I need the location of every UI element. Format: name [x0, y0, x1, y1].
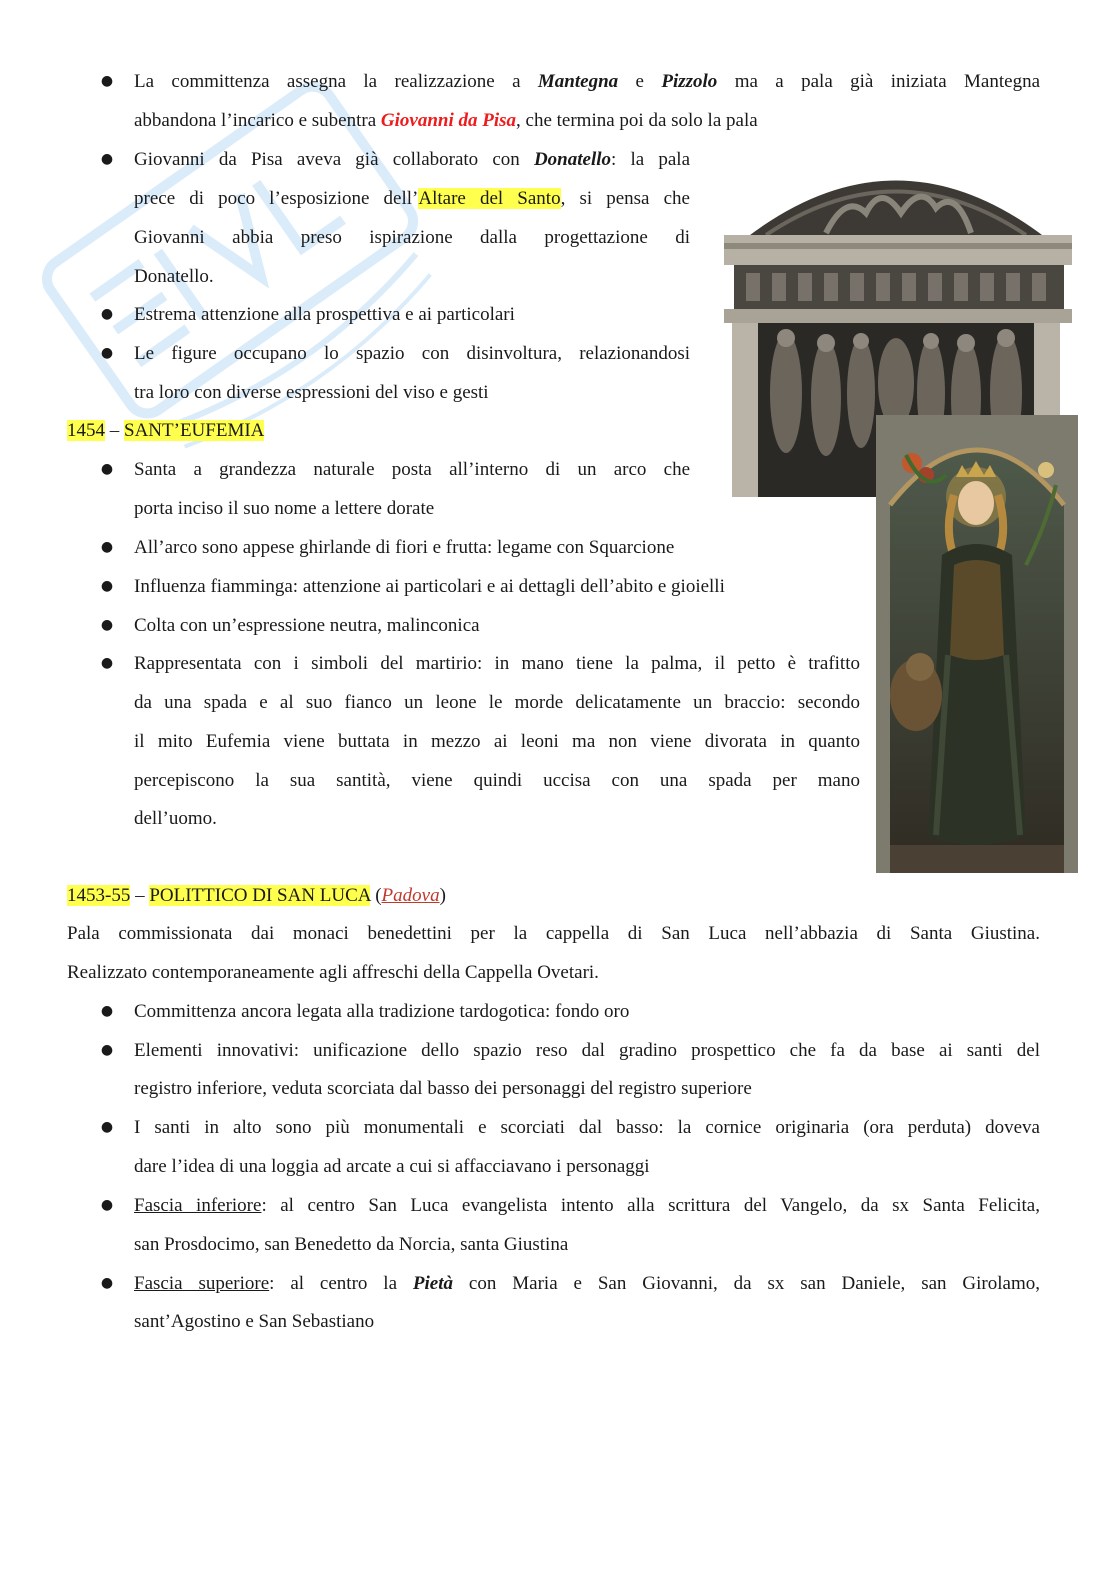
heading-title: POLITTICO DI SAN LUCA	[149, 885, 371, 906]
text-line: porta inciso il suo nome a lettere dorate	[134, 498, 435, 519]
text-span: La committenza assegna la realizzazione a	[134, 71, 538, 92]
name-mantegna: Mantegna	[537, 71, 619, 92]
text-span: , che termina poi da solo la pala	[516, 110, 758, 131]
name-giovanni-da-pisa: Giovanni da Pisa	[380, 110, 517, 131]
bullet-marker: ●	[100, 73, 114, 89]
text-line: Pala commissionata dai monaci benedettini per la cappella di San Luca nell’abbazia di Santa Giustina.	[67, 923, 1040, 944]
bullet-marker: ●	[100, 578, 114, 594]
heading-year: 1454	[67, 420, 105, 441]
text-span: abbandona l’incarico e subentra	[134, 110, 381, 131]
text-line	[134, 179, 690, 218]
text-line	[134, 62, 1040, 101]
text-line: tra loro con diverse espressioni del viso e gesti	[134, 382, 489, 403]
text-line: Santa a grandezza naturale posta all’interno di un arco che	[134, 459, 690, 480]
text-line: Influenza fiamminga: attenzione ai particolari e ai dettagli dell’abito e gioielli	[134, 576, 725, 597]
text-line: Realizzato contemporaneamente agli affreschi della Cappella Ovetari.	[67, 962, 599, 983]
heading-dash: –	[105, 420, 124, 441]
text-line: sant’Agostino e San Sebastiano	[134, 1311, 375, 1332]
text-line: il mito Eufemia viene buttata in mezzo ai leoni ma non viene divorata in quanto	[134, 731, 860, 752]
text-span: (	[370, 885, 382, 906]
text-line: Rappresentata con i simboli del martirio: in mano tiene la palma, il petto è trafitto	[134, 653, 860, 674]
text-span: ma a pala già iniziata Mantegna	[717, 71, 1041, 92]
bullet-marker: ●	[100, 306, 114, 322]
text-line: Giovanni abbia preso ispirazione dalla progettazione di	[134, 227, 690, 248]
text-line	[134, 101, 758, 140]
text-line	[134, 1186, 1040, 1225]
name-donatello: Donatello	[533, 149, 612, 170]
text-span: prece di poco l’esposizione dell’	[134, 188, 419, 209]
text-line: registro inferiore, veduta scorciata dal basso dei personaggi del registro superiore	[134, 1078, 752, 1099]
section-heading-eufemia	[67, 411, 264, 450]
bullet-marker: ●	[100, 1003, 114, 1019]
text-line: percepiscono la sua santità, viene quindi uccisa con una spada per mano	[134, 770, 860, 791]
bullet-marker: ●	[100, 345, 114, 361]
text-line: Donatello.	[134, 266, 214, 287]
term-pieta: Pietà	[412, 1273, 454, 1294]
heading-year: 1453-55	[67, 885, 131, 906]
text-line: All’arco sono appese ghirlande di fiori e frutta: legame con Squarcione	[134, 537, 675, 558]
text-line: san Prosdocimo, san Benedetto da Norcia, santa Giustina	[134, 1234, 569, 1255]
text-span: , si pensa che	[560, 188, 690, 209]
bullet-marker: ●	[100, 1197, 114, 1213]
name-pizzolo: Pizzolo	[661, 71, 718, 92]
text-span: e	[618, 71, 662, 92]
text-span: con Maria e San Giovanni, da sx san Daniele, san Girolamo,	[453, 1273, 1040, 1294]
text-line	[134, 140, 690, 179]
text-span: Giovanni da Pisa aveva già collaborato con	[134, 149, 534, 170]
bullet-marker: ●	[100, 539, 114, 555]
bullet-marker: ●	[100, 1119, 114, 1135]
text-line: I santi in alto sono più monumentali e scorciati dal basso: la cornice originaria (ora perduta) doveva	[134, 1117, 1040, 1138]
text-span: : al centro San Luca evangelista intento alla scrittura del Vangelo, da sx Santa Felicita,	[261, 1195, 1040, 1216]
text-line	[134, 1264, 1040, 1303]
text-line: Elementi innovativi: unificazione dello spazio reso dal gradino prospettico che fa da base ai santi del	[134, 1040, 1040, 1061]
highlight-altare-del-santo: Altare del Santo	[418, 188, 561, 209]
heading-title: SANT’EUFEMIA	[124, 420, 265, 441]
bullet-marker: ●	[100, 1275, 114, 1291]
bullet-marker: ●	[100, 1042, 114, 1058]
bullet-marker: ●	[100, 151, 114, 167]
heading-dash: –	[130, 885, 150, 906]
saint-eufemia-image	[876, 415, 1078, 873]
bullet-marker: ●	[100, 655, 114, 671]
text-line: da una spada e al suo fianco un leone le morde delicatamente un braccio: secondo	[134, 692, 860, 713]
text-span: : la pala	[611, 149, 690, 170]
text-span: : al centro la	[269, 1273, 413, 1294]
text-line: Colta con un’espressione neutra, malinconica	[134, 615, 480, 636]
bullet-marker: ●	[100, 461, 114, 477]
section-heading-san-luca	[67, 876, 446, 915]
place-link[interactable]: Padova	[381, 885, 440, 906]
label-fascia-inferiore: Fascia inferiore	[134, 1195, 262, 1216]
label-fascia-superiore: Fascia superiore	[134, 1273, 270, 1294]
text-span: )	[439, 885, 446, 906]
text-line: Committenza ancora legata alla tradizione tardogotica: fondo oro	[134, 1001, 630, 1022]
bullet-marker: ●	[100, 617, 114, 633]
text-line: dell’uomo.	[134, 808, 217, 829]
text-line: dare l’idea di una loggia ad arcate a cui si affacciavano i personaggi	[134, 1156, 650, 1177]
text-line: Estrema attenzione alla prospettiva e ai particolari	[134, 304, 515, 325]
text-line: Le figure occupano lo spazio con disinvoltura, relazionandosi	[134, 343, 690, 364]
